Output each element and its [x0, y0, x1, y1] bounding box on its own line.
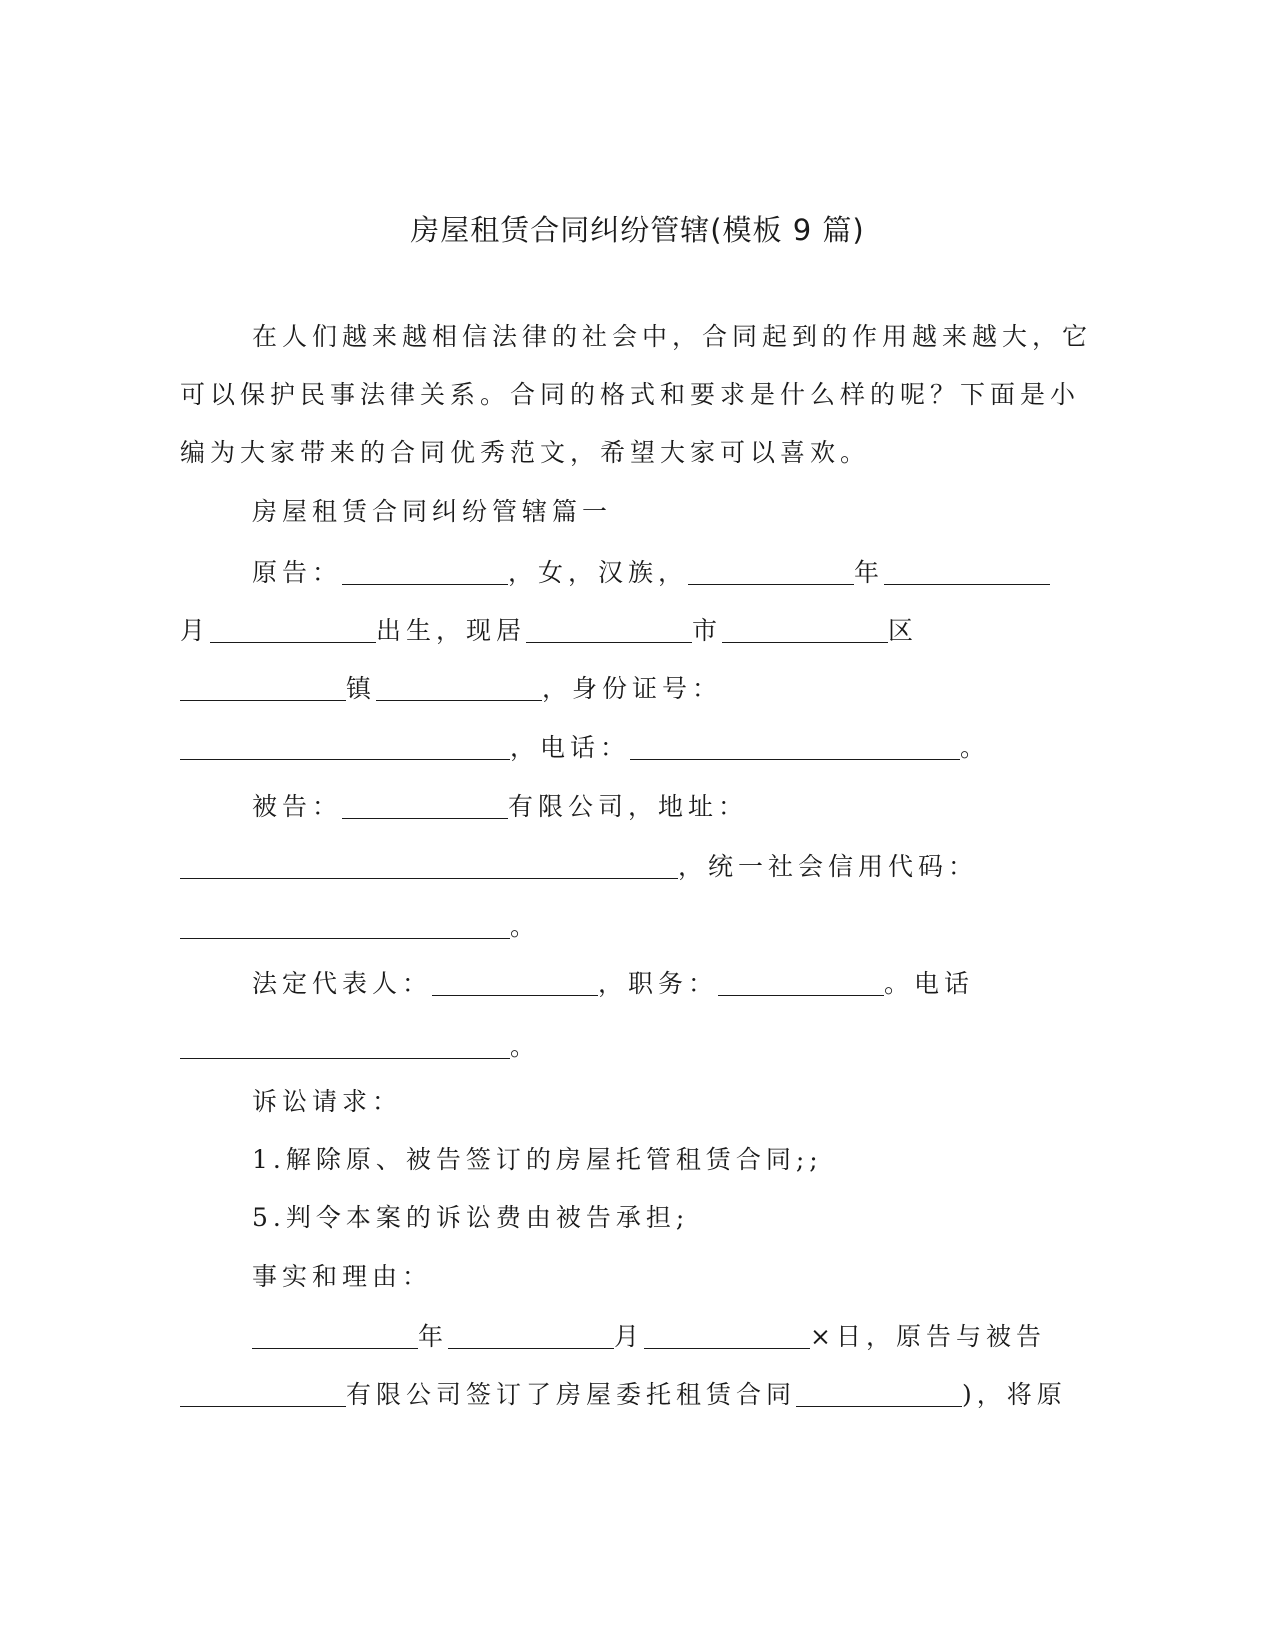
- facts-company-blank[interactable]: [180, 1382, 346, 1407]
- defendant-line-1: [252, 790, 748, 824]
- position-label: ，职务：: [598, 969, 719, 998]
- company-address-label: 有限公司，地址：: [508, 792, 749, 821]
- company-address-blank[interactable]: [180, 854, 678, 879]
- plaintiff-text: ，女，汉族，: [508, 558, 689, 587]
- facts-tail-text: )，将原: [962, 1380, 1067, 1409]
- plaintiff-line-3: [180, 672, 722, 706]
- period: 。: [510, 912, 541, 941]
- credit-code-blank[interactable]: [180, 914, 510, 939]
- phone-blank[interactable]: [630, 735, 960, 760]
- legal-rep-line-1: [252, 967, 974, 1001]
- defendant-line-3: [180, 910, 540, 944]
- city-blank[interactable]: [526, 618, 692, 643]
- town-label: 镇: [346, 674, 377, 703]
- rep-phone-blank[interactable]: [180, 1034, 510, 1059]
- credit-code-label: ，统一社会信用代码：: [678, 852, 979, 881]
- legal-rep-line-2: [180, 1030, 540, 1064]
- section-heading: 房屋租赁合同纠纷管辖篇一: [252, 497, 613, 526]
- period: 。: [510, 1032, 541, 1061]
- plaintiff-name-blank[interactable]: [342, 560, 508, 585]
- district-label: 区: [888, 616, 919, 645]
- id-number-label: ，身份证号：: [542, 674, 723, 703]
- year-label: 年: [418, 1322, 449, 1351]
- facts-text: ×日，原告与被告: [810, 1322, 1046, 1351]
- facts-heading: 事实和理由：: [252, 1262, 433, 1291]
- intro-line-2: 可以保护民事法律关系。合同的格式和要求是什么样的呢？下面是小: [180, 380, 1081, 409]
- birth-day-blank[interactable]: [210, 618, 376, 643]
- defendant-label: 被告：: [252, 792, 343, 821]
- month-label: 月: [614, 1322, 645, 1351]
- plaintiff-line-1: [252, 556, 1050, 590]
- birth-month-blank[interactable]: [884, 560, 1050, 585]
- sign-month-blank[interactable]: [448, 1324, 614, 1349]
- claims-heading: 诉讼请求：: [252, 1087, 403, 1116]
- legal-rep-label: 法定代表人：: [252, 969, 433, 998]
- town-blank[interactable]: [180, 676, 346, 701]
- plaintiff-line-4: [180, 731, 990, 765]
- facts-contract-text: 有限公司签订了房屋委托租赁合同: [346, 1380, 797, 1409]
- city-label: 市: [692, 616, 723, 645]
- rep-phone-label: 。电话: [884, 969, 975, 998]
- sign-day-blank[interactable]: [644, 1324, 810, 1349]
- residence-label: 出生，现居: [376, 616, 527, 645]
- contract-number-blank[interactable]: [796, 1382, 962, 1407]
- year-label: 年: [854, 558, 885, 587]
- intro-line-1: 在人们越来越相信法律的社会中，合同起到的作用越来越大，它: [252, 322, 1093, 351]
- phone-label: ，电话：: [510, 733, 631, 762]
- birth-year-blank[interactable]: [688, 560, 854, 585]
- defendant-line-2: [180, 850, 978, 884]
- defendant-name-blank[interactable]: [342, 794, 508, 819]
- district-blank[interactable]: [722, 618, 888, 643]
- month-label: 月: [180, 616, 211, 645]
- period: 。: [960, 733, 991, 762]
- facts-line-1: [252, 1320, 1046, 1354]
- address-blank[interactable]: [376, 676, 542, 701]
- claim-item-1: 1.解除原、被告签订的房屋托管租赁合同;;: [252, 1145, 823, 1174]
- plaintiff-label: 原告：: [252, 558, 343, 587]
- plaintiff-line-2: [180, 614, 918, 648]
- sign-year-blank[interactable]: [252, 1324, 418, 1349]
- intro-line-3: 编为大家带来的合同优秀范文，希望大家可以喜欢。: [180, 438, 871, 467]
- legal-rep-blank[interactable]: [432, 971, 598, 996]
- document-title: 房屋租赁合同纠纷管辖(模板 9 篇): [410, 213, 865, 247]
- claim-item-5: 5.判令本案的诉讼费由被告承担;: [252, 1203, 690, 1232]
- facts-line-2: [180, 1378, 1067, 1412]
- position-blank[interactable]: [718, 971, 884, 996]
- id-number-blank[interactable]: [180, 735, 510, 760]
